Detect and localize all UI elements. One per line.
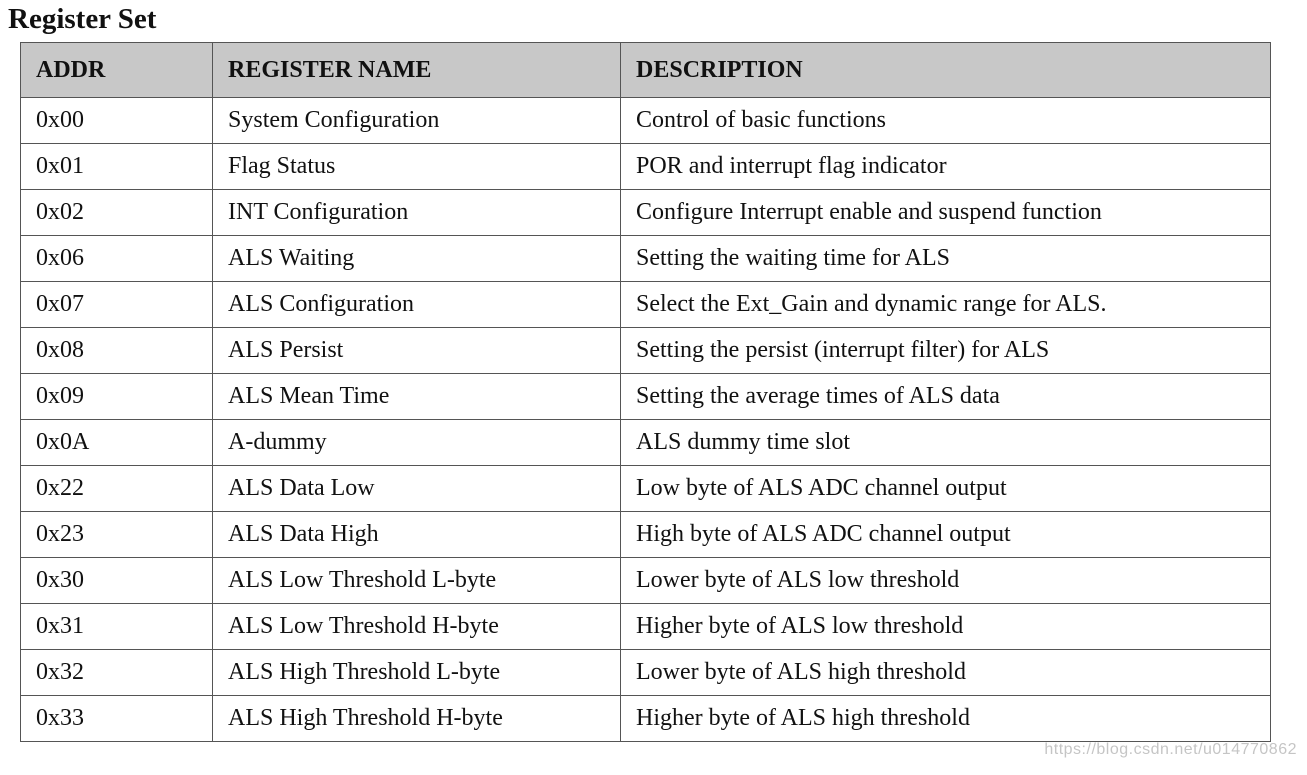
cell-description: Control of basic functions (621, 98, 1271, 144)
cell-addr: 0x07 (21, 282, 213, 328)
register-table (20, 42, 1271, 742)
cell-addr: 0x08 (21, 328, 213, 374)
header-addr: ADDR (21, 43, 213, 98)
table-row (21, 374, 1271, 420)
cell-description: High byte of ALS ADC channel output (621, 512, 1271, 558)
table-row (21, 650, 1271, 696)
cell-register-name: ALS Low Threshold L-byte (213, 558, 621, 604)
table-row (21, 144, 1271, 190)
cell-description: Lower byte of ALS high threshold (621, 650, 1271, 696)
cell-register-name: ALS Low Threshold H-byte (213, 604, 621, 650)
cell-addr: 0x06 (21, 236, 213, 282)
table-row (21, 696, 1271, 742)
table-body (21, 98, 1271, 742)
cell-register-name: ALS Configuration (213, 282, 621, 328)
table-row (21, 236, 1271, 282)
cell-addr: 0x23 (21, 512, 213, 558)
cell-addr: 0x33 (21, 696, 213, 742)
table-row (21, 558, 1271, 604)
cell-register-name: ALS Data High (213, 512, 621, 558)
cell-register-name: ALS Waiting (213, 236, 621, 282)
cell-register-name: ALS Mean Time (213, 374, 621, 420)
cell-description: Configure Interrupt enable and suspend function (621, 190, 1271, 236)
cell-description: Higher byte of ALS high threshold (621, 696, 1271, 742)
cell-addr: 0x02 (21, 190, 213, 236)
cell-addr: 0x0A (21, 420, 213, 466)
cell-register-name: ALS Persist (213, 328, 621, 374)
cell-description: POR and interrupt flag indicator (621, 144, 1271, 190)
cell-addr: 0x30 (21, 558, 213, 604)
cell-description: ALS dummy time slot (621, 420, 1271, 466)
table-row (21, 98, 1271, 144)
cell-description: Higher byte of ALS low threshold (621, 604, 1271, 650)
cell-description: Low byte of ALS ADC channel output (621, 466, 1271, 512)
cell-addr: 0x00 (21, 98, 213, 144)
cell-addr: 0x31 (21, 604, 213, 650)
header-row (21, 43, 1271, 98)
cell-description: Setting the average times of ALS data (621, 374, 1271, 420)
table-row (21, 328, 1271, 374)
cell-register-name: Flag Status (213, 144, 621, 190)
cell-addr: 0x09 (21, 374, 213, 420)
cell-register-name: System Configuration (213, 98, 621, 144)
watermark: https://blog.csdn.net/u014770862 (1044, 741, 1297, 758)
cell-register-name: ALS High Threshold L-byte (213, 650, 621, 696)
cell-register-name: ALS Data Low (213, 466, 621, 512)
cell-description: Select the Ext_Gain and dynamic range for ALS. (621, 282, 1271, 328)
cell-description: Setting the persist (interrupt filter) for ALS (621, 328, 1271, 374)
cell-description: Lower byte of ALS low threshold (621, 558, 1271, 604)
cell-description: Setting the waiting time for ALS (621, 236, 1271, 282)
table-row (21, 190, 1271, 236)
table-row (21, 420, 1271, 466)
cell-addr: 0x22 (21, 466, 213, 512)
cell-addr: 0x01 (21, 144, 213, 190)
cell-addr: 0x32 (21, 650, 213, 696)
table-row (21, 512, 1271, 558)
table-row (21, 282, 1271, 328)
header-description: DESCRIPTION (621, 43, 1271, 98)
cell-register-name: INT Configuration (213, 190, 621, 236)
header-register-name: REGISTER NAME (213, 43, 621, 98)
cell-register-name: A-dummy (213, 420, 621, 466)
page-title: Register Set (8, 3, 157, 35)
cell-register-name: ALS High Threshold H-byte (213, 696, 621, 742)
table-row (21, 604, 1271, 650)
table-row (21, 466, 1271, 512)
